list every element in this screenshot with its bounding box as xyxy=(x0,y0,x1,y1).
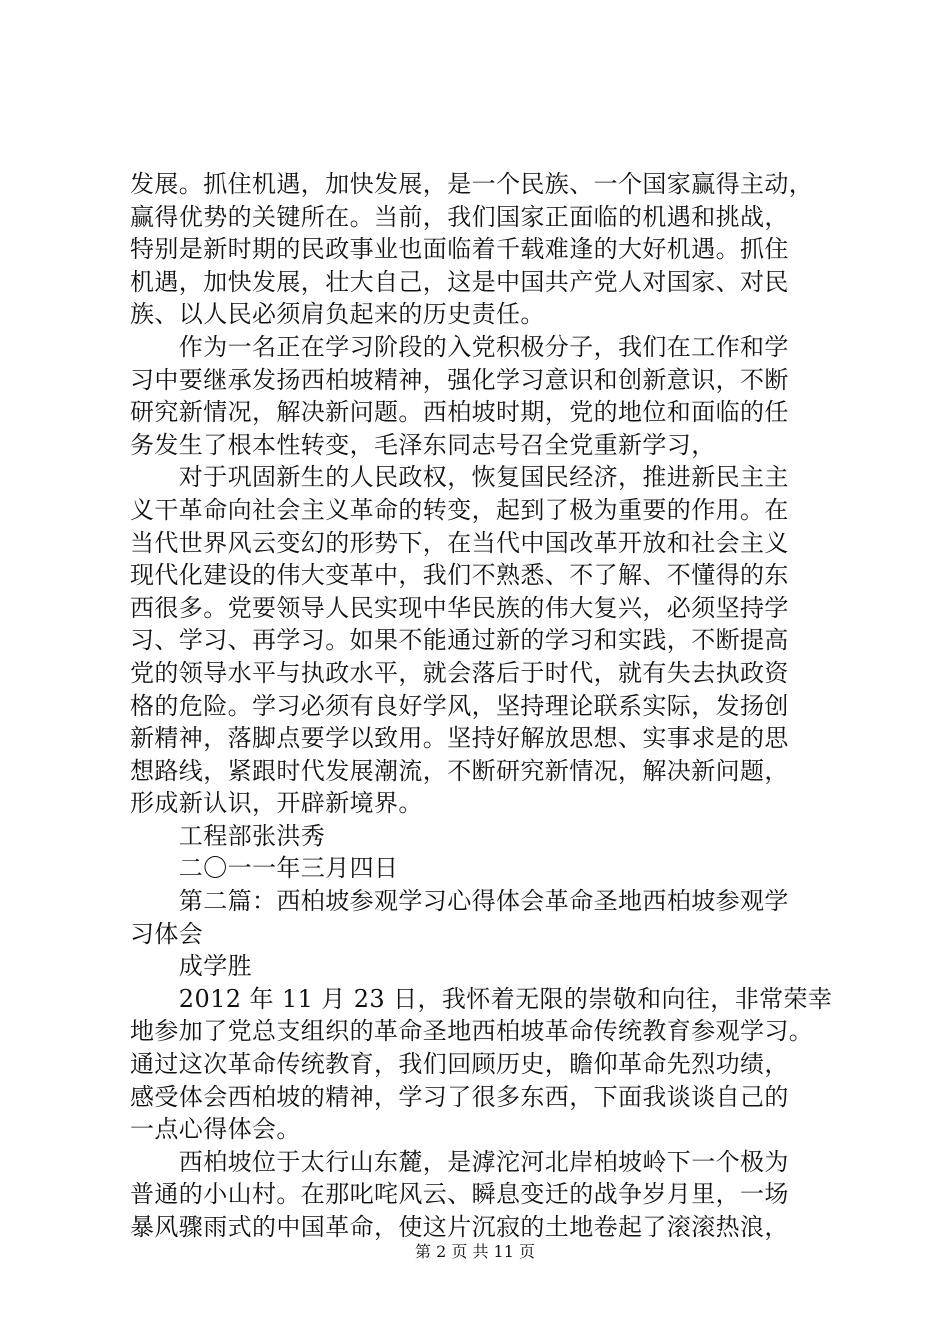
text-line: 西柏坡位于太行山东麓，是滹沱河北岸柏坡岭下一个极为 xyxy=(130,1147,789,1176)
text-line: 第二篇：西柏坡参观学习心得体会革命圣地西柏坡参观学 xyxy=(130,887,789,916)
text-line: 普通的小山村。在那叱咤风云、瞬息变迁的战争岁月里，一场 xyxy=(130,1180,789,1209)
text-line: 2012 年 11 月 23 日，我怀着无限的崇敬和向往，非常荣幸 xyxy=(130,984,833,1013)
text-line: 一点心得体会。 xyxy=(130,1115,301,1144)
text-line: 研究新情况，解决新问题。西柏坡时期，党的地位和面临的任 xyxy=(130,398,789,427)
text-line: 机遇，加快发展，壮大自己，这是中国共产党人对国家、对民 xyxy=(130,267,789,296)
text-line: 现代化建设的伟大变革中，我们不熟悉、不了解、不懂得的东 xyxy=(130,561,789,590)
text-line: 成学胜 xyxy=(130,952,252,981)
text-line: 西很多。党要领导人民实现中华民族的伟大复兴，必须坚持学 xyxy=(130,593,789,622)
text-line: 习、学习、再学习。如果不能通过新的学习和实践，不断提高 xyxy=(130,626,789,655)
page-footer: 第 2 页 共 11 页 xyxy=(415,1242,535,1261)
text-line: 工程部张洪秀 xyxy=(130,821,326,850)
text-line: 当代世界风云变幻的形势下，在当代中国改革开放和社会主义 xyxy=(130,528,789,557)
text-line: 二〇一一年三月四日 xyxy=(130,854,399,883)
text-line: 暴风骤雨式的中国革命，使这片沉寂的土地卷起了滚滚热浪， xyxy=(130,1213,789,1241)
text-line: 特别是新时期的民政事业也面临着千载难逢的大好机遇。抓住 xyxy=(130,235,789,264)
text-line: 习体会 xyxy=(130,919,204,948)
text-line: 格的危险。学习必须有良好学风，坚持理论联系实际，发扬创 xyxy=(130,691,789,720)
text-line: 感受体会西柏坡的精神，学习了很多东西，下面我谈谈自己的 xyxy=(130,1082,789,1111)
text-line: 对于巩固新生的人民政权，恢复国民经济，推进新民主主 xyxy=(130,463,789,492)
text-line: 通过这次革命传统教育，我们回顾历史，瞻仰革命先烈功绩， xyxy=(130,1050,789,1079)
text-line: 新精神，落脚点要学以致用。坚持好解放思想、实事求是的思 xyxy=(130,724,789,753)
text-line: 务发生了根本性转变，毛泽东同志号召全党重新学习， xyxy=(130,430,716,459)
text-line: 想路线，紧跟时代发展潮流，不断研究新情况，解决新问题， xyxy=(130,756,789,785)
text-line: 赢得优势的关键所在。当前，我们国家正面临的机遇和挑战， xyxy=(130,202,789,231)
document-body xyxy=(130,168,833,1244)
text-line: 族、以人民必须肩负起来的历史责任。 xyxy=(130,300,545,329)
text-line: 发展。抓住机遇，加快发展，是一个民族、一个国家赢得主动， xyxy=(130,170,814,198)
text-line: 形成新认识，开辟新境界。 xyxy=(130,789,423,818)
text-line: 作为一名正在学习阶段的入党积极分子，我们在工作和学 xyxy=(130,332,789,361)
text-line: 地参加了党总支组织的革命圣地西柏坡革命传统教育参观学习。 xyxy=(130,1017,814,1046)
text-line: 习中要继承发扬西柏坡精神，强化学习意识和创新意识，不断 xyxy=(130,365,789,394)
text-line: 义干革命向社会主义革命的转变，起到了极为重要的作用。在 xyxy=(130,495,789,524)
text-line: 党的领导水平与执政水平，就会落后于时代，就有失去执政资 xyxy=(130,658,789,687)
